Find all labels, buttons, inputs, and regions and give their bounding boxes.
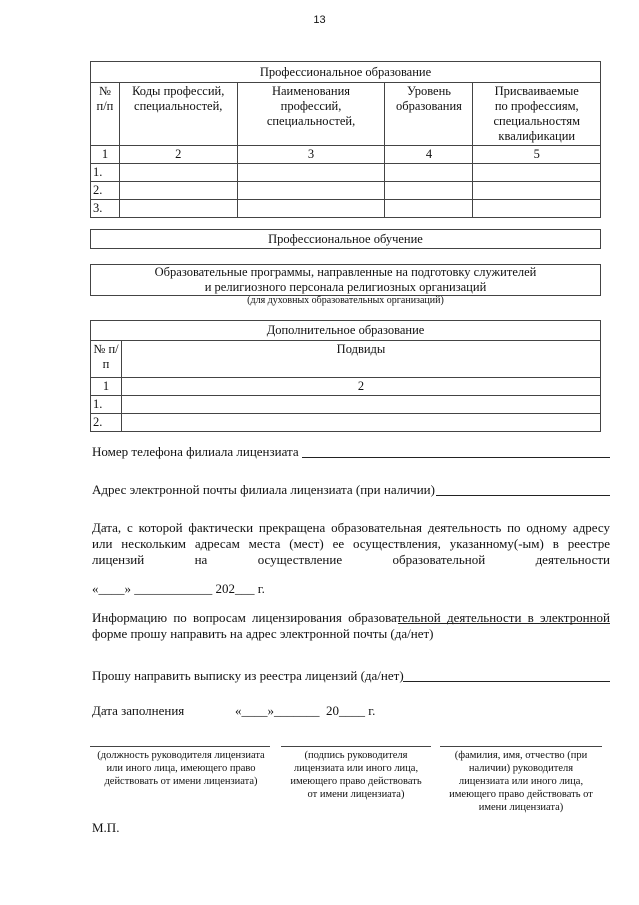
cell[interactable] [122,396,601,414]
header-cell: Присваиваемые по профессиям, специальностям квалификации [473,83,601,146]
religious-note: (для духовных образовательных организаций) [247,295,444,306]
cell[interactable] [473,182,601,200]
header-cell: № п/п [91,341,122,378]
signature-caption: (подпись руководителя лицензиата или иного лица, имеющего право действовать от имени лицензиата) [290,750,422,800]
extract-label: Прошу направить выписку из реестра лицензий (да/нет) [92,668,404,683]
header-cell: Коды профессий, специальностей, [119,83,237,146]
header-cell: Уровень образования [385,83,473,146]
info-label: Информацию по вопросам лицензирования образовательной деятельности в электронной форме прошу направить на адрес электронной почты (да/нет) [92,610,610,641]
signature-line[interactable] [281,746,431,747]
cell[interactable] [385,182,473,200]
table-row [91,396,601,414]
header-cell: Наименования профессий, специальностей, [237,83,385,146]
table-title: Дополнительное образование [91,321,601,341]
cease-date-value[interactable]: «____» ____________ 202___ г. [92,581,265,596]
phone-input-line[interactable] [302,457,610,458]
cease-date-text: Дата, с которой фактически прекращена образовательная деятельность по одному адресу или нескольким адресам места (мест) ее осуществления, указанному(-ым) в реестре лицензий на осуществление образовательной деятельности [92,520,610,567]
table-row [91,200,601,218]
fill-date-label: Дата заполнения [92,703,185,718]
info-text [92,610,610,642]
cell[interactable] [119,182,237,200]
cell[interactable] [237,164,385,182]
row-number: 2. [91,414,122,432]
row-number: 2. [91,182,120,200]
info-input-line[interactable] [398,623,610,624]
column-number: 3 [237,146,385,164]
cell[interactable] [473,164,601,182]
column-number: 5 [473,146,601,164]
additional-education-table [90,320,601,432]
name-caption: (фамилия, имя, отчество (при наличии) руководителя лицензиата или иного лица, имеющего право действовать от имени лицензиата) [449,750,593,813]
table-row [91,414,601,432]
cell[interactable] [119,164,237,182]
page-number: 13 [313,14,326,26]
header-cell: Подвиды [122,341,601,378]
cell[interactable] [237,200,385,218]
phone-label: Номер телефона филиала лицензиата [92,444,299,459]
cell[interactable] [385,164,473,182]
cell[interactable] [119,200,237,218]
stamp-placeholder: М.П. [92,820,120,835]
position-signature-line[interactable] [90,746,270,747]
column-number: 1 [91,378,122,396]
religious-title-line1: Образовательные программы, направленные на подготовку служителей [154,265,537,279]
position-caption: (должность руководителя лицензиата или иного лица, имеющего право действовать от имени лицензиата) [97,750,265,787]
cell[interactable] [122,414,601,432]
cell[interactable] [385,200,473,218]
row-number: 3. [91,200,120,218]
religious-title-line2: и религиозного персонала религиозных организаций [204,280,487,294]
column-number: 2 [122,378,601,396]
row-number: 1. [91,164,120,182]
table-row [91,164,601,182]
row-number: 1. [91,396,122,414]
religious-programs-box [90,264,601,296]
extract-input-line[interactable] [403,681,610,682]
column-number: 1 [91,146,120,164]
fill-date-value[interactable]: «____»_______ 20____ г. [235,703,376,718]
email-input-line[interactable] [436,495,610,496]
name-signature-line[interactable] [440,746,602,747]
cell[interactable] [473,200,601,218]
prof-training-box: Профессиональное обучение [90,229,601,249]
phone-field [92,444,610,460]
table-title: Профессиональное образование [91,62,601,83]
column-number: 4 [385,146,473,164]
table-row [91,182,601,200]
email-label: Адрес электронной почты филиала лицензиата (при наличии) [92,482,435,497]
header-cell: № п/п [91,83,120,146]
extract-field [92,668,610,684]
prof-education-table [90,61,601,218]
email-field [92,482,610,498]
column-number: 2 [119,146,237,164]
cell[interactable] [237,182,385,200]
